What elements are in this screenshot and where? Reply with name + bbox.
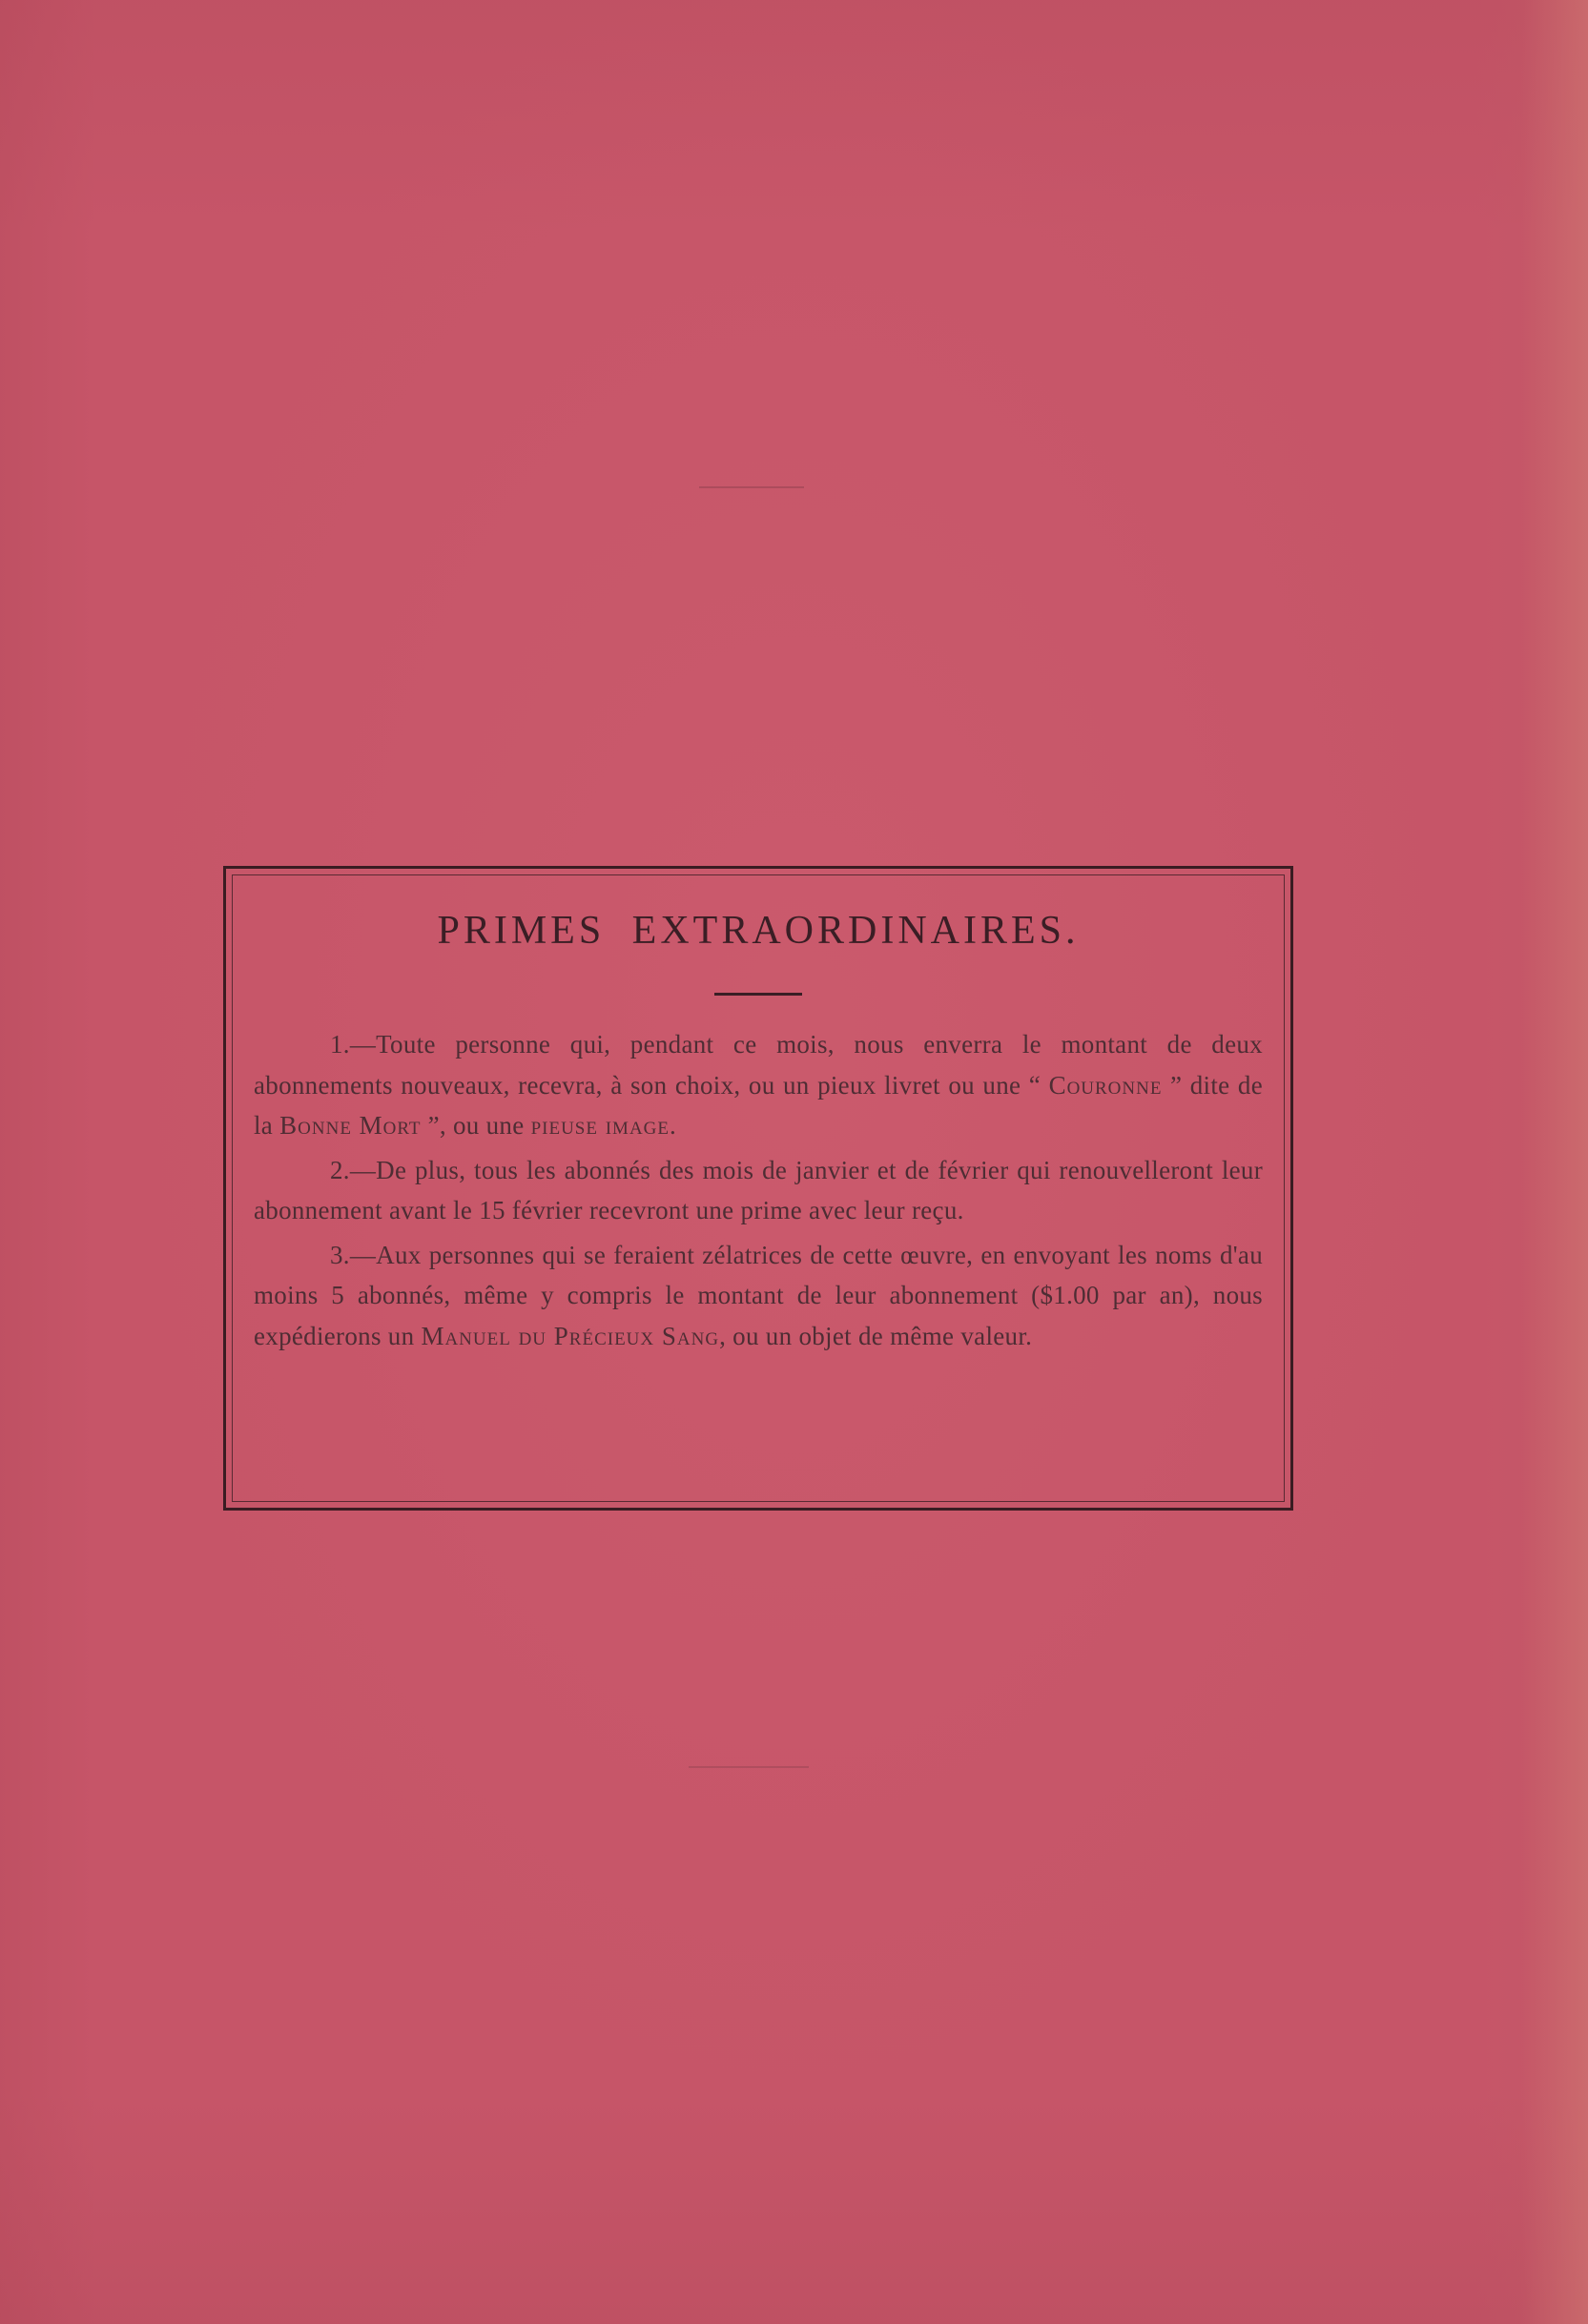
couronne-term: Couronne <box>1048 1070 1163 1100</box>
notice-item-2 <box>254 1150 1263 1231</box>
notice-body <box>254 1024 1263 1356</box>
item-2-text: 2.—De plus, tous les abonnés des mois de janvier et de février qui renouvelleront leur abonnement avant le 15 février recevront une prime avec leur reçu. <box>254 1155 1263 1224</box>
notice-title: PRIMES EXTRAORDINAIRES. <box>437 909 1080 953</box>
item-3-text: , ou un objet de même valeur. <box>719 1321 1033 1350</box>
notice-frame <box>223 866 1293 1511</box>
manuel-term: Manuel du Précieux Sang <box>421 1321 720 1350</box>
item-1-text: ”, ou une <box>421 1111 531 1140</box>
page-edge-shading <box>1521 0 1588 2324</box>
item-3-text: 3.—Aux personnes qui se feraient zélatrices de cette œuvre, en envoyant les noms d'au moins 5 abonnés, même y compris le montant de leur abonnement ($1.00 par an), nous expédierons un <box>254 1240 1263 1350</box>
notice-item-1 <box>254 1024 1263 1146</box>
pieuse-image-term: pieuse image <box>530 1111 670 1140</box>
item-1-text: ” dite de la <box>254 1070 1263 1140</box>
notice-inner-border <box>232 874 1285 1502</box>
title-rule <box>714 993 802 996</box>
upper-decorative-rule <box>699 486 804 488</box>
item-1-text: . <box>670 1111 677 1140</box>
bonne-mort-term: Bonne Mort <box>279 1111 422 1140</box>
notice-item-3 <box>254 1235 1263 1357</box>
lower-decorative-rule <box>689 1766 809 1768</box>
item-1-text: 1.—Toute personne qui, pendant ce mois, nous enverra le montant de deux abonnements nouveaux, recevra, à son choix, ou un pieux livret ou une “ <box>254 1030 1263 1100</box>
